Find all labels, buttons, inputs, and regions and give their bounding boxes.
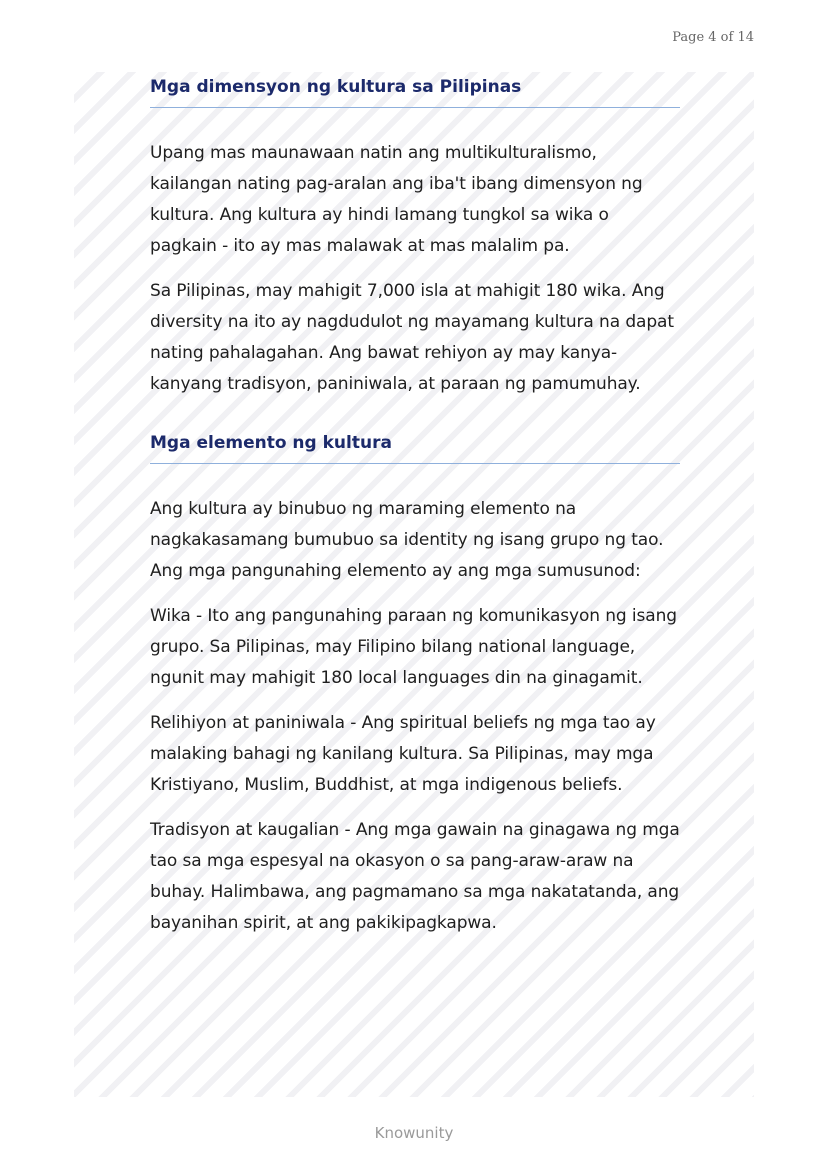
section-heading: Mga dimensyon ng kultura sa Pilipinas: [150, 75, 680, 108]
document-content: [150, 75, 680, 939]
paragraph: Upang mas maunawaan natin ang multikulturalismo, kailangan nating pag-aralan ang iba't ibang dimensyon ng kultura. Ang kultura ay hindi lamang tungkol sa wika o pagkain - ito ay mas malawak at mas malalim pa.: [150, 143, 643, 256]
paragraph: Relihiyon at paniniwala - Ang spiritual beliefs ng mga tao ay malaking bahagi ng kanilang kultura. Sa Pilipinas, may mga Kristiyano, Muslim, Buddhist, at mga indigenous beliefs.: [150, 713, 656, 795]
footer-brand: Knowunity: [374, 1124, 454, 1142]
section-elemento: [150, 431, 680, 939]
page-number: Page 4 of 14: [672, 30, 754, 45]
paragraph: Tradisyon at kaugalian - Ang mga gawain na ginagawa ng mga tao sa mga espesyal na okasyon o sa pang-araw-araw na buhay. Halimbawa, ang pagmamano sa mga nakatatanda, ang bayanihan spirit, at ang pakikipagkapwa.: [150, 820, 680, 933]
paragraph: Sa Pilipinas, may mahigit 7,000 isla at mahigit 180 wika. Ang diversity na ito ay nagdudulot ng mayamang kultura na dapat nating pahalagahan. Ang bawat rehiyon ay may kanya-kanyang tradisyon, paniniwala, at paraan ng pamumuhay.: [150, 281, 674, 394]
paragraph: Wika - Ito ang pangunahing paraan ng komunikasyon ng isang grupo. Sa Pilipinas, may Filipino bilang national language, ngunit may mahigit 180 local languages din na ginagamit.: [150, 606, 677, 688]
section-heading: Mga elemento ng kultura: [150, 431, 680, 464]
paragraph: Ang kultura ay binubuo ng maraming elemento na nagkakasamang bumubuo sa identity ng isang grupo ng tao. Ang mga pangunahing elemento ay ang mga sumusunod:: [150, 499, 664, 581]
section-dimensyon: [150, 75, 680, 400]
